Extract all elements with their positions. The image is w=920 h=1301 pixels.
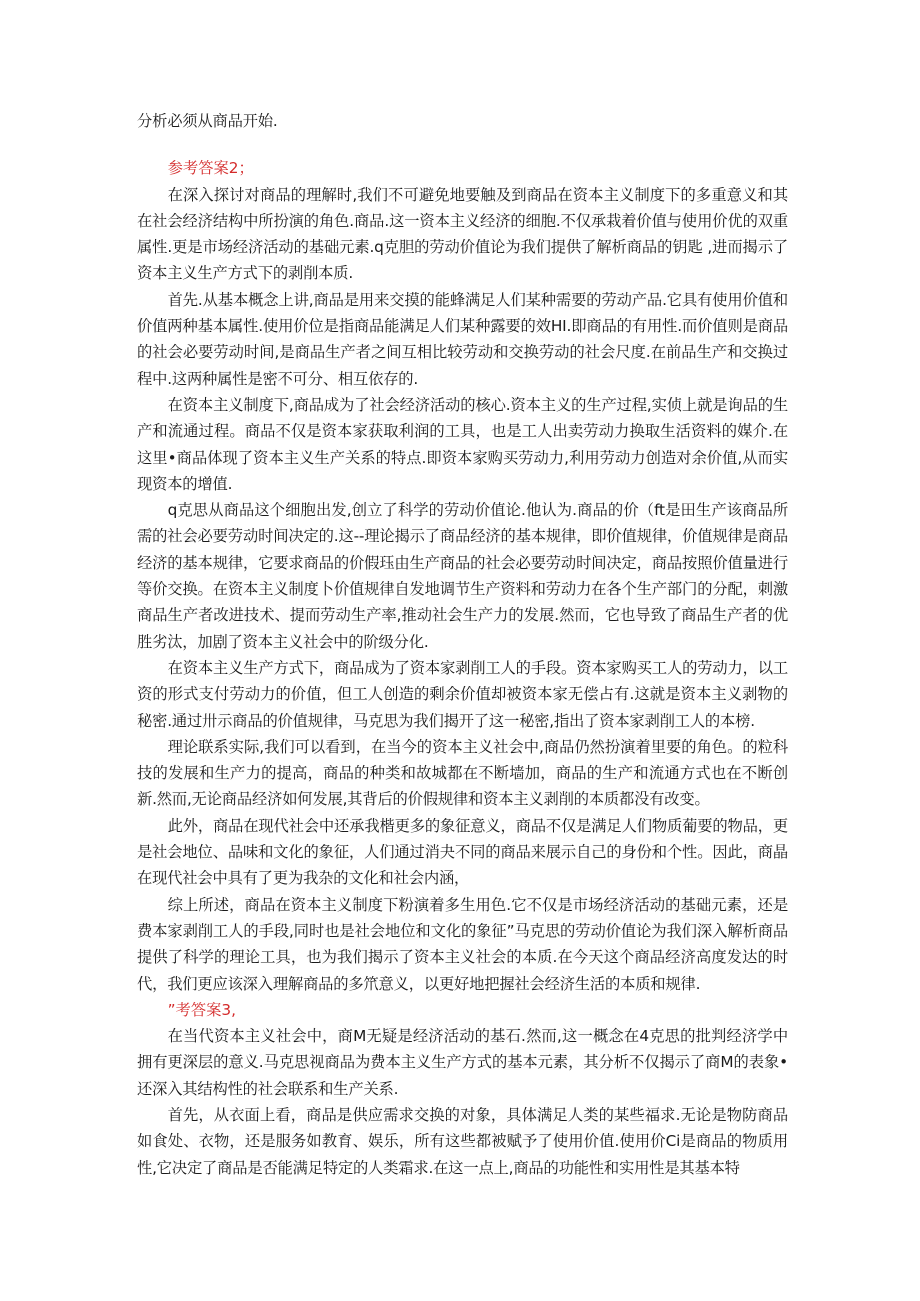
answer-2-paragraph-1: 在深入探讨对商品的理解时,我们不可避免地要触及到商品在资本主义制度下的多重意义和其在社会经济结构中所扮演的角色.商品.这一资本主义经济的细胞.不仅承栽着价值与使用价优的双重属性.更是市场经济活动的基础元素.q克胆的劳动价值论为我们提供了解析商品的钥匙 ,进而揭示了资本主义生产方式下的剥削本质.: [137, 185, 788, 283]
answer-2-paragraph-8: 综上所述，商品在资本主义制度下粉演着多生用色.它不仅是市场经济活动的基础元素，还是费本家剥削工人的手段,同时也是社会地位和文化的象征”马克思的劳动价值论为我们深入解析商品提供了科学的理论工具，也为我们揭示了资本主义社会的本质.在今天这个商品经济高度发达的时代，我们更应该深入理解商品的多笊意义，以更好地把握社会经济生活的本质和规律.: [137, 895, 788, 993]
answer-2-section: [137, 155, 788, 997]
answer-3-paragraph-1: 在当代资本主义社会中，商M无疑是经济活动的基石.然而,这一概念在4克思的批判经济学中拥有更深层的意义.马克思视商品为费本主义生产方式的基本元素，其分析不仅揭示了商M的表象•还深入其结构性的社会联系和生产关系.: [137, 1027, 788, 1098]
document-body: [137, 108, 788, 1181]
answer-2-paragraph-6: 理论联系实际,我们可以看到，在当今的资本主义社会中,商品仍然扮演着里要的角色。的粒科技的发展和生产力的提高，商品的种类和故城都在不断墙加，商品的生产和流通方式也在不断创新.然而,无论商品经济如何发展,其背后的价假规律和资本主义剥削的本质都没有改变。: [137, 737, 788, 809]
intro-line: 分析必须从商品开始.: [137, 112, 278, 130]
answer-2-paragraph-4: q克思从商品这个细胞出发,创立了科学的劳动价值论.他认为.商品的价（ft是田生产该商品所需的社会必要劳动时间决定的.这--理论揭示了商品经济的基本规律，即价值规律，价值规律是商品经济的基本规律，它要求商品的价假珏由生产商品的社会必要劳动时间决定，商品按照价值量进行等价交换。在资本主义制度卜价值规律自发地调节生产资料和劳动力在各个生产部门的分配，刺激商品生产者改进技术、提而劳动生产率,推动社会生产力的发展.然而，它也导致了商品生产者的优胜劣汰，加剧了资本主义社会中的阶级分化.: [137, 501, 788, 651]
section-gap: [137, 134, 788, 155]
answer-2-heading: 参考答案2；: [167, 159, 254, 178]
answer-2-paragraph-3: 在资本主义制度下,商品成为了社会经济活动的核心.资本主义的生产过程,实侦上就是询品的生产和流通过程。商品不仅是资本家获取利润的工具，也是工人出卖劳动力换取生活资料的媒介.在这里•商品体现了资本主义生产关系的特点.即资本家购买劳动力,利用劳动力创造对余价值,从而实现资本的增值.: [137, 395, 788, 493]
answer-2-paragraph-7: 此外，商品在现代社会中还承我楷更多的象征意义，商品不仅是满足人们物质葡要的物品，更是社会地位、品味和文化的象征，人们通过消夬不同的商品来展示自己的身份和个性。因此，商晶在现代社会中具有了更为我杂的文化和社会内涵，: [137, 816, 788, 888]
answer-2-paragraph-2: 首先.从基本概念上讲,商品是用来交摸的能蜂满足人们某种需要的劳动产品.它具有使用价值和价值两种基本属性.使用价位是指商品能满足人们某种露要的效HI.即商品的有用性.而价值则是商品的社会必要劳动时间,是商品生产者之间互相比较劳动和交换劳动的社会尺度.在前品生产和交换过程中.这两种属性是密不可分、相互依存的.: [137, 290, 788, 388]
answer-3-heading: ”考答案3,: [167, 1000, 237, 1019]
answer-3-paragraph-2: 首先，从衣面上看，商品是供应需求交换的对象，具体满足人类的某些福求.无论是物防商品如食处、衣物，还是服务如教育、娱乐，所有这些都被赋予了使用价值.使用价Ci是商品的物质用性,它决定了商品是否能满足特定的人类霜求.在这一点上,商品的功能性和实用性是其基本特: [137, 1105, 788, 1177]
answer-2-paragraph-5: 在资本主义生产方式下，商品成为了资本家剥削工人的手段。资本家购买工人的劳动力，以工资的形式支付劳动力的价值，但工人创造的剩余价值却被资本家无偿占有.这就是资本主义剥物的秘密.通过卅示商品的价值规律，马克思为我们揭开了这一秘密,指出了资本家剥削工人的本榜.: [137, 658, 788, 730]
answer-3-section: [137, 997, 788, 1181]
